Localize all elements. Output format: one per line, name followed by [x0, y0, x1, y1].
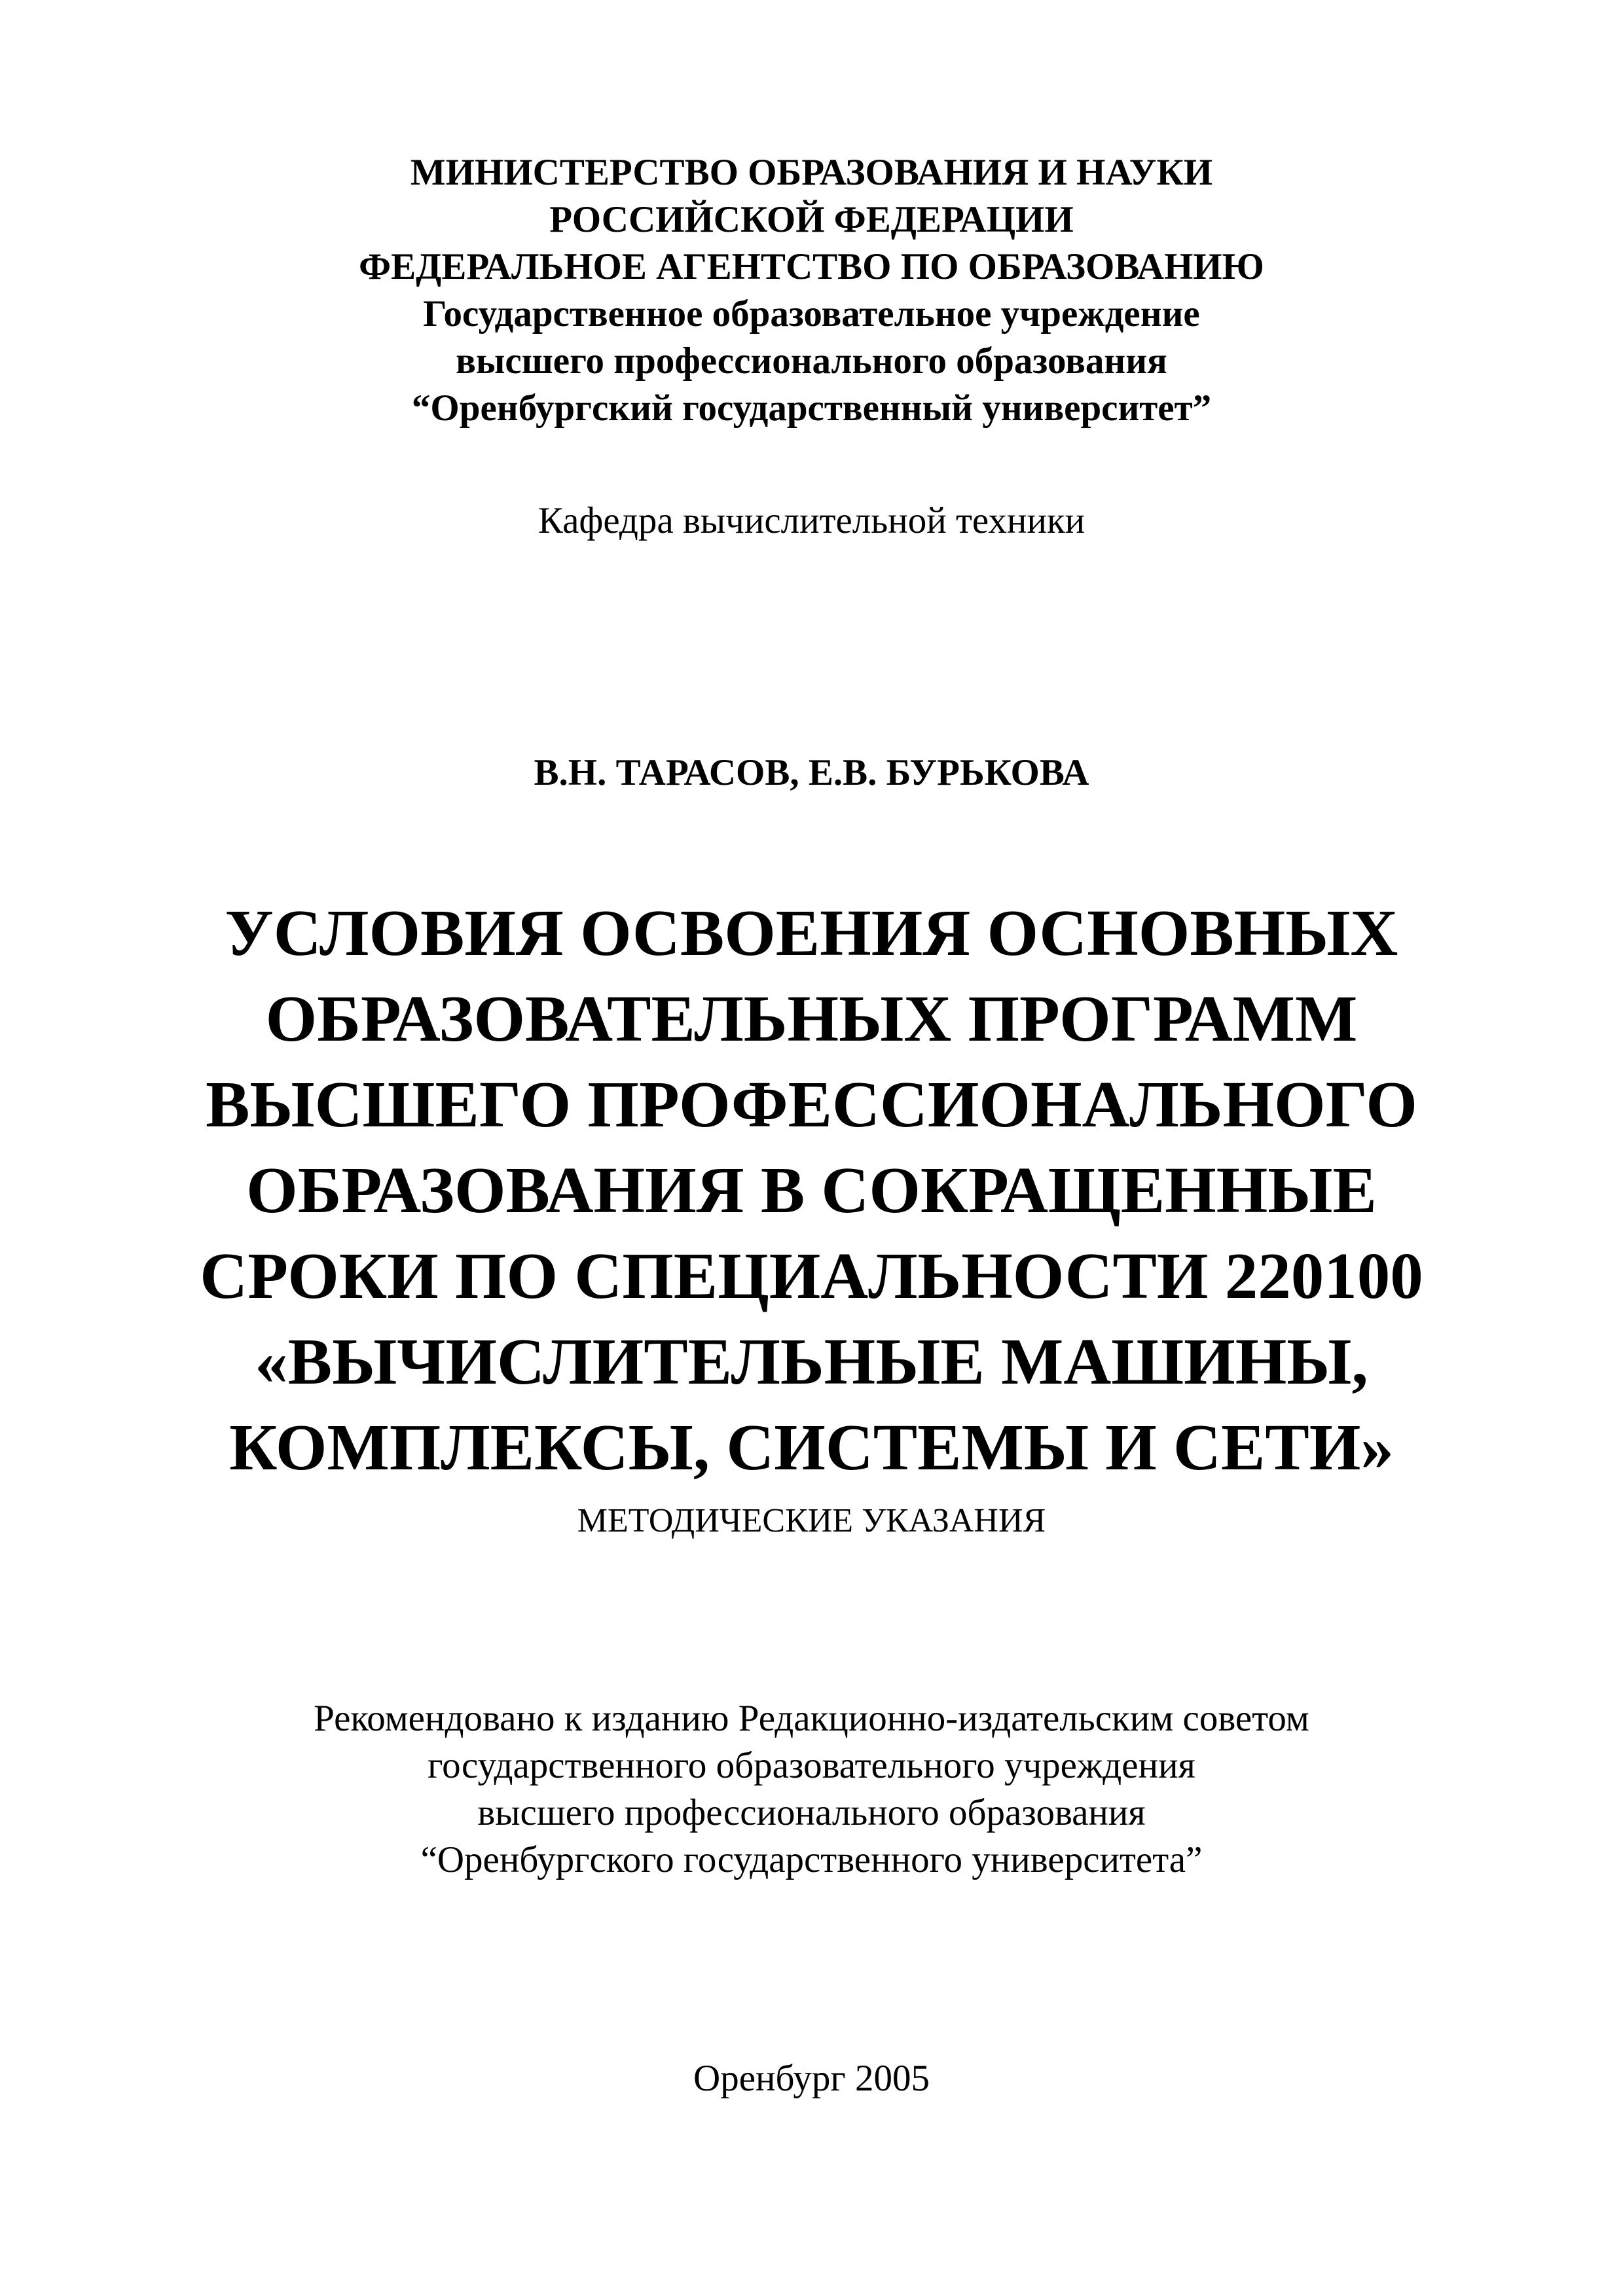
title-line: «ВЫЧИСЛИТЕЛЬНЫЕ МАШИНЫ, [255, 1325, 1368, 1398]
title-line: ОБРАЗОВАТЕЛЬНЫХ ПРОГРАММ [265, 982, 1358, 1055]
authors: В.Н. ТАРАСОВ, Е.В. БУРЬКОВА [534, 752, 1089, 793]
header-line-federation: РОССИЙСКОЙ ФЕДЕРАЦИИ [549, 199, 1074, 240]
header-line-university: “Оренбургский государственный университет” [411, 387, 1212, 429]
header-line-education-level: высшего профессионального образования [456, 340, 1167, 382]
recommendation-line: Рекомендовано к изданию Редакционно-издательским советом [314, 1698, 1309, 1739]
recommendation-line: высшего профессионального образования [477, 1792, 1146, 1833]
recommendation-line: государственного образовательного учреждения [428, 1745, 1195, 1786]
document-title [0, 890, 1623, 1490]
header-line-institution-type: Государственное образовательное учреждение [423, 293, 1200, 334]
department-name: Кафедра вычислительной техники [538, 500, 1085, 541]
institution-header [0, 149, 1623, 432]
header-line-ministry: МИНИСТЕРСТВО ОБРАЗОВАНИЯ И НАУКИ [410, 152, 1213, 193]
document-type: МЕТОДИЧЕСКИЕ УКАЗАНИЯ [577, 1502, 1046, 1539]
title-line: ВЫСШЕГО ПРОФЕССИОНАЛЬНОГО [206, 1067, 1417, 1141]
recommendation-line: “Оренбургского государственного университета” [420, 1839, 1203, 1880]
header-line-agency: ФЕДЕРАЛЬНОЕ АГЕНТСТВО ПО ОБРАЗОВАНИЮ [359, 246, 1264, 287]
city-and-year: Оренбург 2005 [693, 2058, 930, 2099]
title-line: СРОКИ ПО СПЕЦИАЛЬНОСТИ 220100 [200, 1239, 1423, 1312]
title-line: ОБРАЗОВАНИЯ В СОКРАЩЕННЫЕ [246, 1153, 1377, 1227]
title-line: КОМПЛЕКСЫ, СИСТЕМЫ И СЕТИ» [229, 1410, 1394, 1484]
recommendation-note [0, 1695, 1623, 1884]
title-line: УСЛОВИЯ ОСВОЕНИЯ ОСНОВНЫХ [225, 896, 1398, 969]
